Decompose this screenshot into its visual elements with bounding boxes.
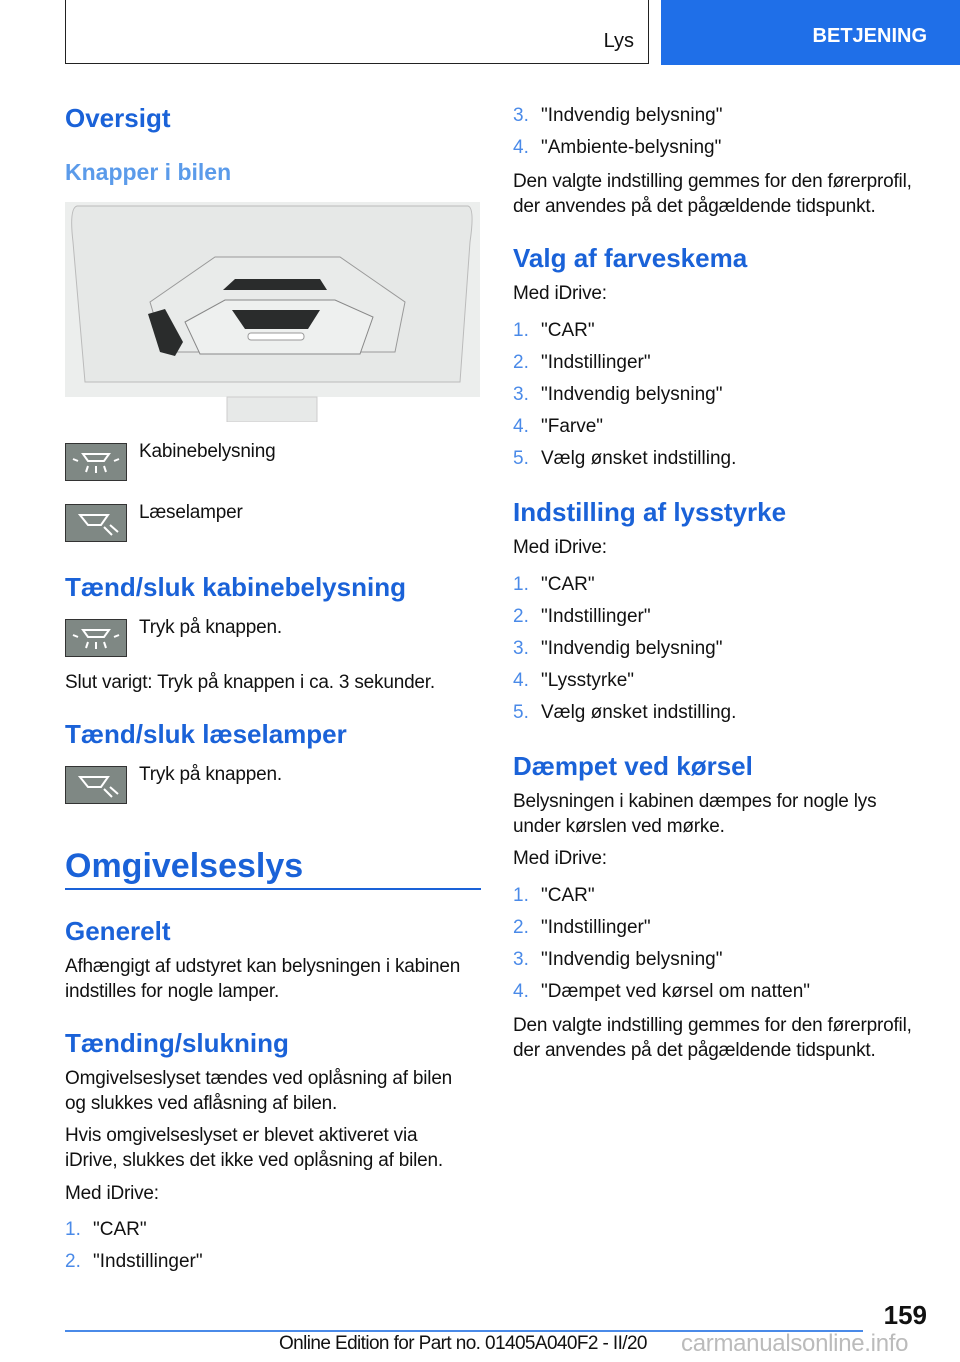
heading-laese: Tænd/sluk læselamper <box>65 719 347 749</box>
heading-daempet: Dæmpet ved kørsel <box>513 751 753 781</box>
list-item <box>513 912 810 944</box>
list-item <box>65 1214 203 1246</box>
heading-omgivelseslys: Omgivelseslys <box>65 847 304 885</box>
item-number: 2. <box>513 917 529 938</box>
footer-edition: Online Edition for Part no. 01405A040F2 - II/20 <box>279 1333 647 1354</box>
note-text: Den valgte indstilling gemmes for den førerprofil, der anvendes på det pågældende tidspunkt. <box>513 1015 912 1061</box>
list-item <box>513 347 736 379</box>
watermark: carmanualsonline.info <box>681 1330 909 1357</box>
header-section: Lys <box>603 30 634 52</box>
instruction-text: Tryk på knappen. <box>139 617 282 638</box>
taending-text: Omgivelseslyset tændes ved oplåsning af bilen og slukkes ved aflåsning af bilen. <box>65 1068 453 1114</box>
reading-light-icon <box>65 766 127 804</box>
item-text: "Indstillinger" <box>93 1251 203 1272</box>
taending-text: Hvis omgivelseslyset er blevet aktiveret via iDrive, slukkes det ikke ved oplåsning af bilen. <box>65 1125 443 1171</box>
item-number: 5. <box>513 702 529 723</box>
item-text: "Indvendig belysning" <box>541 949 723 970</box>
heading-taending: Tænding/slukning <box>65 1028 289 1058</box>
cabin-light-icon <box>65 619 127 657</box>
heading-farve: Valg af farveskema <box>513 243 748 273</box>
daempet-steps <box>513 880 810 1008</box>
item-number: 4. <box>513 981 529 1002</box>
list-item <box>513 665 736 697</box>
item-text: "Indvendig belysning" <box>541 638 723 659</box>
instruction-text: Tryk på knappen. <box>139 764 282 785</box>
legend-label: Læselamper <box>139 502 243 523</box>
heading-knapper: Knapper i bilen <box>65 159 232 185</box>
idrive-intro: Med iDrive: <box>513 537 607 558</box>
legend-label: Kabinebelysning <box>139 441 276 462</box>
header-chapter-tab <box>661 0 960 65</box>
farve-steps <box>513 315 736 475</box>
list-item <box>513 411 736 443</box>
item-text: "Lysstyrke" <box>541 670 635 691</box>
list-item <box>513 132 722 164</box>
overhead-console-image <box>65 202 480 422</box>
list-item <box>513 315 736 347</box>
reading-light-icon <box>65 504 127 542</box>
item-number: 5. <box>513 448 529 469</box>
list-item <box>513 443 736 475</box>
header-box <box>65 0 649 64</box>
steps-list <box>65 1214 203 1278</box>
item-text: "Indstillinger" <box>541 606 651 627</box>
item-text: Vælg ønsket indstilling. <box>541 702 737 723</box>
item-number: 1. <box>513 885 529 906</box>
list-item <box>513 976 810 1008</box>
item-number: 2. <box>65 1251 81 1272</box>
item-text: "Ambiente-belysning" <box>541 137 722 158</box>
idrive-intro: Med iDrive: <box>513 283 607 304</box>
item-text: "CAR" <box>541 574 595 595</box>
item-text: "Indstillinger" <box>541 917 651 938</box>
item-text: "Indvendig belysning" <box>541 105 723 126</box>
list-item <box>513 379 736 411</box>
item-number: 3. <box>513 638 529 659</box>
page-number: 159 <box>883 1300 927 1330</box>
item-number: 4. <box>513 416 529 437</box>
cabin-light-icon <box>65 443 127 481</box>
list-item <box>513 601 736 633</box>
item-text: "Indvendig belysning" <box>541 384 723 405</box>
lys-steps <box>513 569 736 729</box>
item-number: 1. <box>65 1219 81 1240</box>
item-text: Vælg ønsket indstilling. <box>541 448 737 469</box>
heading-generelt: Generelt <box>65 916 171 946</box>
heading-oversigt: Oversigt <box>65 103 171 133</box>
item-text: "CAR" <box>541 885 595 906</box>
item-number: 4. <box>513 137 529 158</box>
heading-kabine: Tænd/sluk kabinebelysning <box>65 572 406 602</box>
note-text: Slut varigt: Tryk på knappen i ca. 3 sekunder. <box>65 672 435 693</box>
item-number: 3. <box>513 949 529 970</box>
item-number: 1. <box>513 574 529 595</box>
list-item <box>513 633 736 665</box>
note-text: Den valgte indstilling gemmes for den førerprofil, der anvendes på det pågældende tidspunkt. <box>513 171 912 217</box>
list-item <box>513 100 722 132</box>
item-number: 2. <box>513 352 529 373</box>
light-buttons <box>232 310 320 329</box>
idrive-intro: Med iDrive: <box>513 848 607 869</box>
item-number: 3. <box>513 105 529 126</box>
item-text: "CAR" <box>93 1219 147 1240</box>
list-item <box>513 880 810 912</box>
chapter-label: BETJENING <box>812 25 927 47</box>
heading-rule <box>65 888 481 890</box>
item-text: "Farve" <box>541 416 604 437</box>
item-number: 4. <box>513 670 529 691</box>
idrive-intro: Med iDrive: <box>65 1183 159 1204</box>
heading-lysstyrke: Indstilling af lysstyrke <box>513 497 787 527</box>
list-item <box>513 697 736 729</box>
item-text: "CAR" <box>541 320 595 341</box>
item-number: 2. <box>513 606 529 627</box>
steps-list-continued <box>513 100 722 164</box>
daempet-text: Belysningen i kabinen dæmpes for nogle lys under kørslen ved mørke. <box>513 791 877 837</box>
list-item <box>65 1246 203 1278</box>
list-item <box>513 944 810 976</box>
item-number: 3. <box>513 384 529 405</box>
item-number: 1. <box>513 320 529 341</box>
generelt-text: Afhængigt af udstyret kan belysningen i kabinen indstilles for nogle lamper. <box>65 956 461 1002</box>
list-item <box>513 569 736 601</box>
item-text: "Indstillinger" <box>541 352 651 373</box>
item-text: "Dæmpet ved kørsel om natten" <box>541 981 811 1002</box>
